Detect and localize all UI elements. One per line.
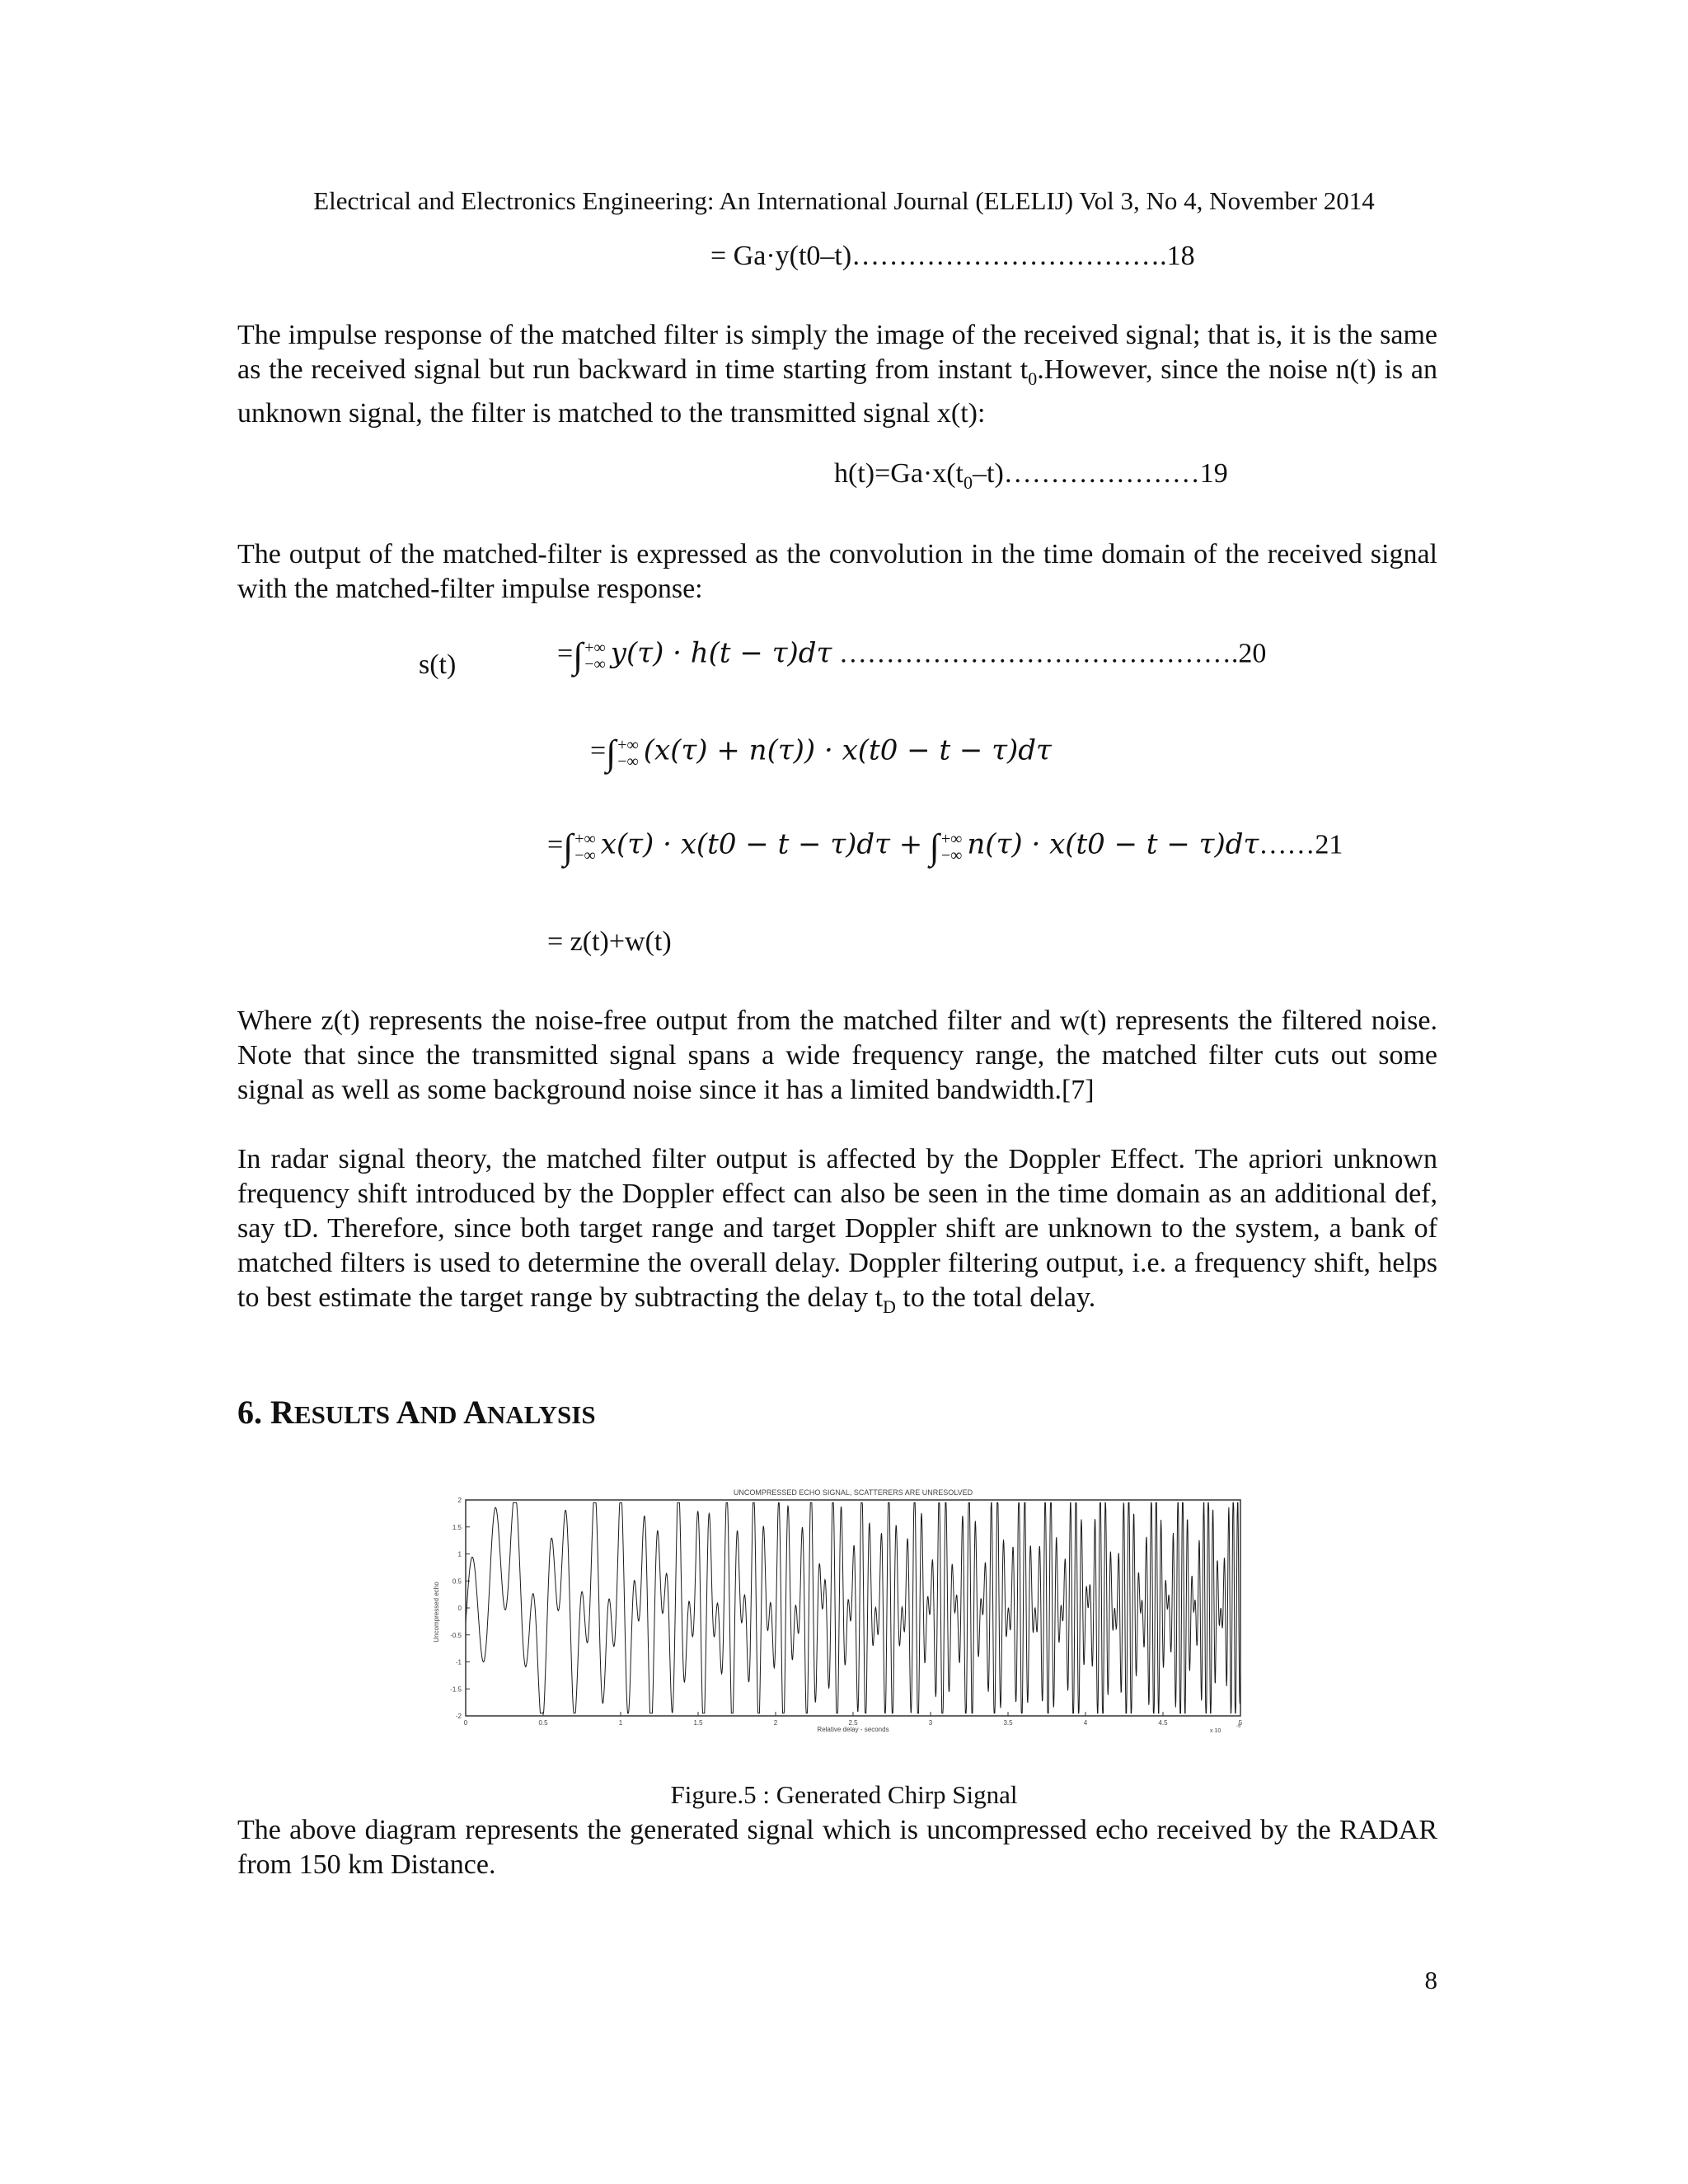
page-number: 8 xyxy=(1424,1966,1437,1994)
x-tick-label: 5 xyxy=(1238,1719,1243,1727)
echo-signal-line xyxy=(466,1502,1240,1713)
chart-x-multiplier: x 10 xyxy=(1210,1728,1221,1734)
x-tick-label: 1.5 xyxy=(693,1719,703,1727)
chirp-signal-chart xyxy=(420,1480,1269,1744)
y-tick-label: 0.5 xyxy=(452,1577,462,1586)
x-tick-label: 2 xyxy=(773,1719,778,1727)
y-tick-label: 1 xyxy=(457,1550,462,1558)
y-tick-label: -0.5 xyxy=(450,1631,462,1639)
chart-title: UNCOMPRESSED ECHO SIGNAL, SCATTERERS ARE UNRESOLVED xyxy=(733,1488,973,1497)
paragraph-figure-description: The above diagram represents the generated signal which is uncompressed echo received by the RADAR from 150 km Distance. xyxy=(237,1815,1437,1880)
y-tick-label: -1 xyxy=(455,1658,462,1666)
equation-19: $h(t)=Ga\cdot x(t_0-t)\dots\dots\dots\dots\dots\dots\dots 19$ xyxy=(834,458,1228,493)
x-tick-label: 3.5 xyxy=(1003,1719,1013,1727)
paragraph-impulse-response: The impulse response of the matched filter is simply the image of the received signal; that is, it is the same as the received signal but run backward in time starting from instant $t_0.However$, since the noise n(t) is an unknown signal, the filter is matched to the transmitted signal x(t): xyxy=(237,320,1437,429)
y-tick-label: -2 xyxy=(455,1713,462,1720)
figure-caption: Figure.5 : Generated Chirp Signal xyxy=(670,1780,1018,1809)
y-tick-label: 1.5 xyxy=(452,1523,462,1531)
x-tick-label: 3 xyxy=(928,1719,933,1727)
chart-signal-series xyxy=(466,1502,1240,1713)
paragraph-matched-filter-output: The output of the matched-filter is expressed as the convolution in the time domain of the received signal with the matched-filter impulse response: xyxy=(237,539,1437,604)
x-tick-label: 0 xyxy=(463,1719,468,1727)
x-tick-label: 1 xyxy=(618,1719,623,1727)
x-tick-label: 4.5 xyxy=(1158,1719,1168,1727)
equation-22: = z(t)+w(t) xyxy=(547,926,672,957)
x-tick-label: 4 xyxy=(1083,1719,1088,1727)
paragraph-doppler: In radar signal theory, the matched filter output is affected by the Doppler Effect. The apriori unknown frequency shift introduced by the Doppler effect can also be seen in the time domain as an additional def, say tD. Therefore, since both target range and target Doppler shift are unknown to the system, a bank of matched filters is used to determine the overall delay. Doppler filtering output, i.e. a frequency shift, helps to best estimate the target range by subtracting the delay $t_D$ to the total delay. xyxy=(237,1144,1437,1317)
equation-21: =∫ +∞ −∞ x(τ) · x(t0 − t − τ)dτ + ∫ +∞ −∞ n(τ) · x(t0 − t − τ)dτ……21 xyxy=(547,827,1343,867)
y-tick-label: 0 xyxy=(457,1605,462,1612)
y-tick-label: 2 xyxy=(457,1497,462,1504)
journal-header: Electrical and Electronics Engineering: An International Journal (ELELIJ) Vol 3, No 4, November 2014 xyxy=(313,186,1375,215)
x-tick-label: 2.5 xyxy=(848,1719,858,1727)
equation-20-lhs: s(t) xyxy=(419,649,457,680)
equation-20: =∫ +∞ −∞ y(τ) · h(t − τ)dτ …………………………………….20 xyxy=(557,635,1267,676)
equation-20-expanded: =∫ +∞ −∞ (x(τ) + n(τ)) · x(t0 − t − τ)dτ xyxy=(590,733,1052,773)
chart-ylabel: Uncompressed echo xyxy=(433,1582,440,1643)
chart-x-multiplier-exp: -5 xyxy=(1236,1724,1241,1729)
y-tick-label: -1.5 xyxy=(450,1685,462,1694)
equation-18: = Ga·y(t0–t)…………………………….18 xyxy=(710,241,1195,271)
section-heading: 6. RESULTS AND ANALYSIS xyxy=(237,1394,596,1431)
x-tick-label: 0.5 xyxy=(538,1719,548,1727)
paragraph-noise-free-output: Where z(t) represents the noise-free output from the matched filter and w(t) represents the filtered noise. Note that since the transmitted signal spans a wide frequency range, the matched filter cuts out some signal as well as some background noise since it has a limited bandwidth.[7] xyxy=(237,1005,1437,1105)
chart-xlabel: Relative delay - seconds xyxy=(817,1726,889,1733)
